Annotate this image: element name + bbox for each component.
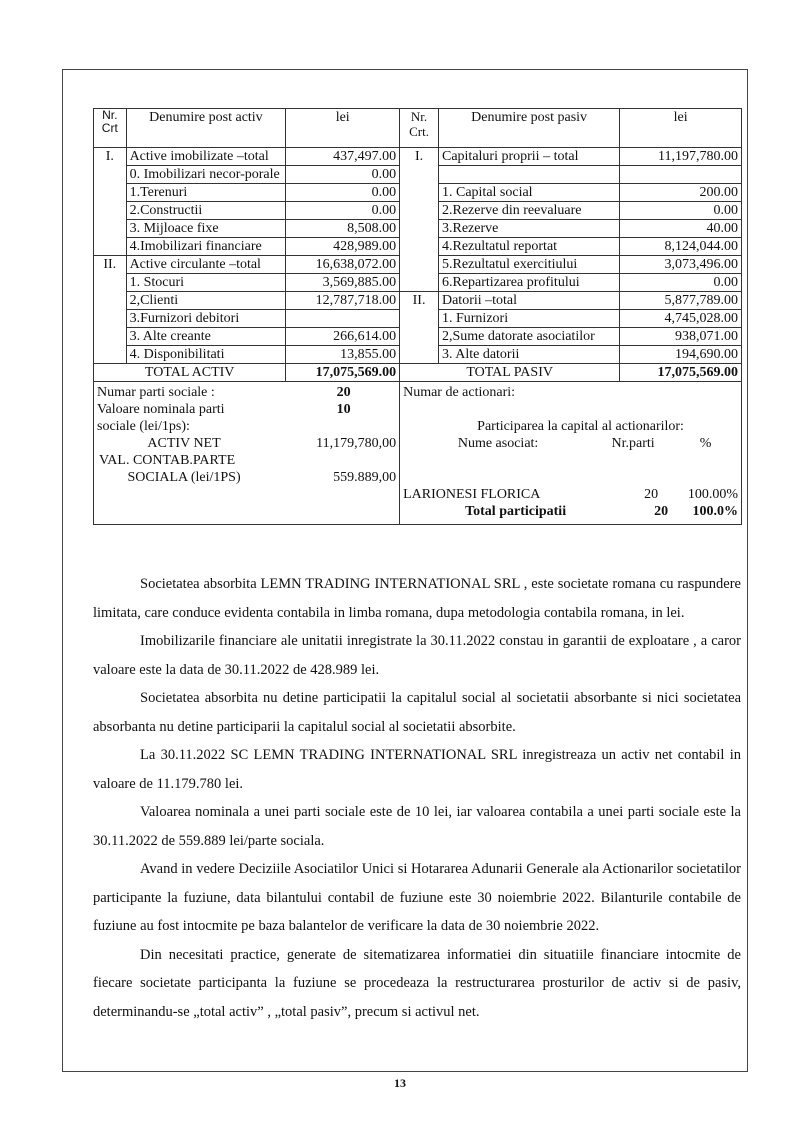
row-denumire-activ: Active imobilizate –total <box>126 148 286 166</box>
row-lei-pasiv: 0.00 <box>620 274 742 292</box>
row-lei-activ: 13,855.00 <box>286 346 400 364</box>
row-denumire-activ: 1. Stocuri <box>126 274 286 292</box>
row-denumire-activ: Active circulante –total <box>126 256 286 274</box>
total-activ-label: TOTAL ACTIV <box>94 364 286 382</box>
table-row <box>94 148 742 166</box>
total-participatii-row <box>403 503 738 520</box>
table-row <box>94 184 742 202</box>
row-denumire-activ: 0. Imobilizari necor-porale <box>126 166 286 184</box>
row-lei-pasiv: 194,690.00 <box>620 346 742 364</box>
row-lei-pasiv: 0.00 <box>620 202 742 220</box>
row-lei-pasiv: 8,124,044.00 <box>620 238 742 256</box>
row-nr-activ <box>94 166 127 184</box>
header-denumire-activ: Denumire post activ <box>126 109 286 148</box>
paragraph: Societatea absorbita nu detine participatii la capitalul social al societatii absorbante si nici societatea absorbanta nu detine participarii la capitalul social al societatii absorbite. <box>93 690 741 735</box>
col-nume-header: Nume asociat: <box>457 436 539 451</box>
total-pasiv-label: TOTAL PASIV <box>400 364 620 382</box>
row-nr-pasiv: I. <box>400 148 439 166</box>
row-nr-pasiv <box>400 256 439 274</box>
row-lei-activ: 0.00 <box>286 184 400 202</box>
activ-net-label: ACTIV NET <box>147 436 221 451</box>
numar-actionari-label: Numar de actionari: <box>403 385 516 400</box>
row-lei-pasiv: 200.00 <box>620 184 742 202</box>
row-denumire-pasiv: 3.Rezerve <box>438 220 619 238</box>
shareholder-row <box>403 486 738 503</box>
row-nr-activ <box>94 328 127 346</box>
row-nr-activ: I. <box>94 148 127 166</box>
page-number: 13 <box>394 1076 406 1090</box>
row-lei-activ: 8,508.00 <box>286 220 400 238</box>
row-nr-activ <box>94 292 127 310</box>
row-nr-pasiv <box>400 328 439 346</box>
col-nr-parti-header: Nr.parti <box>611 436 655 451</box>
paragraph: La 30.11.2022 SC LEMN TRADING INTERNATIONAL SRL inregistreaza un activ net contabil in valoare de 11.179.780 lei. <box>93 747 741 792</box>
row-denumire-activ: 4. Disponibilitati <box>126 346 286 364</box>
row-nr-activ <box>94 220 127 238</box>
row-nr-pasiv <box>400 274 439 292</box>
header-lei-activ: lei <box>286 109 400 148</box>
footer-row <box>94 382 742 525</box>
total-participatii-parts: 20 <box>654 504 669 519</box>
total-participatii-label: Total participatii <box>465 504 567 519</box>
row-lei-pasiv: 938,071.00 <box>620 328 742 346</box>
paragraph: Din necesitati practice, generate de sitematizarea informatiei din situatiile financiare intocmite de fiecare societate participanta la fuziune se procedeaza la restructurarea prosturilor de activ si de pasiv, determinandu-se „total activ” , „total pasiv”, precum si activul net. <box>93 946 741 1020</box>
paragraph: Imobilizarile financiare ale unitatii inregistrate la 30.11.2022 constau in garantii de exploatare , a caror valoare este la data de 30.11.2022 de 428.989 lei. <box>93 633 741 678</box>
row-denumire-activ: 4.Imobilizari financiare <box>126 238 286 256</box>
row-nr-pasiv <box>400 346 439 364</box>
row-denumire-activ: 2,Clienti <box>126 292 286 310</box>
val-contab-label-1: VAL. CONTAB.PARTE <box>99 453 236 468</box>
table-row <box>94 328 742 346</box>
row-denumire-pasiv: Datorii –total <box>438 292 619 310</box>
row-lei-activ: 0.00 <box>286 166 400 184</box>
row-lei-activ: 266,614.00 <box>286 328 400 346</box>
table-row <box>94 166 742 184</box>
row-nr-activ <box>94 202 127 220</box>
col-pct-header: % <box>699 436 712 451</box>
row-lei-activ: 437,497.00 <box>286 148 400 166</box>
table-row <box>94 256 742 274</box>
row-lei-activ: 3,569,885.00 <box>286 274 400 292</box>
val-contab-value: 559.889,00 <box>333 470 397 485</box>
table-row <box>94 220 742 238</box>
balance-sheet-table <box>93 108 742 525</box>
row-nr-pasiv <box>400 166 439 184</box>
paragraph: Societatea absorbita LEMN TRADING INTERNATIONAL SRL , este societate romana cu raspundere limitata, care conduce evidenta contabila in limba romana, dupa metodologia contabila romana, in lei. <box>93 576 741 621</box>
activ-net-value: 11,179,780,00 <box>316 436 397 451</box>
row-lei-activ: 12,787,718.00 <box>286 292 400 310</box>
row-denumire-pasiv: 1. Capital social <box>438 184 619 202</box>
table-row <box>94 238 742 256</box>
shareholder-parts: 20 <box>644 487 659 502</box>
row-lei-pasiv: 3,073,496.00 <box>620 256 742 274</box>
row-nr-pasiv <box>400 202 439 220</box>
header-nr-pasiv: Nr. Crt. <box>400 109 439 148</box>
header-nr-activ: Nr. Crt <box>94 109 127 148</box>
row-nr-activ <box>94 310 127 328</box>
body-text <box>93 570 741 1026</box>
val-contab-label-2: SOCIALA (lei/1PS) <box>127 470 241 485</box>
row-nr-activ <box>94 184 127 202</box>
row-denumire-pasiv: Capitaluri proprii – total <box>438 148 619 166</box>
table-row <box>94 274 742 292</box>
table-row <box>94 346 742 364</box>
totals-row <box>94 364 742 382</box>
row-lei-pasiv: 40.00 <box>620 220 742 238</box>
row-denumire-pasiv: 2.Rezerve din reevaluare <box>438 202 619 220</box>
row-nr-pasiv <box>400 220 439 238</box>
total-participatii-pct: 100.0% <box>692 504 738 519</box>
row-nr-activ <box>94 238 127 256</box>
row-lei-activ <box>286 310 400 328</box>
table-header-row <box>94 109 742 148</box>
row-nr-pasiv <box>400 184 439 202</box>
row-denumire-pasiv: 5.Rezultatul exercitiului <box>438 256 619 274</box>
paragraph: Valoarea nominala a unei parti sociale este de 10 lei, iar valoarea contabila a unei parti sociale este la 30.11.2022 de 559.889 lei/parte sociala. <box>93 804 741 849</box>
numar-parti-value: 20 <box>336 385 351 400</box>
row-nr-activ: II. <box>94 256 127 274</box>
row-nr-activ <box>94 346 127 364</box>
row-lei-activ: 428,989.00 <box>286 238 400 256</box>
row-denumire-pasiv: 1. Furnizori <box>438 310 619 328</box>
row-denumire-activ: 3. Alte creante <box>126 328 286 346</box>
row-nr-pasiv: II. <box>400 292 439 310</box>
row-lei-activ: 0.00 <box>286 202 400 220</box>
table-row <box>94 202 742 220</box>
row-nr-activ <box>94 274 127 292</box>
row-lei-pasiv: 4,745,028.00 <box>620 310 742 328</box>
shareholder-name: LARIONESI FLORICA <box>403 487 541 502</box>
row-denumire-pasiv: 6.Repartizarea profitului <box>438 274 619 292</box>
row-denumire-activ: 2.Constructii <box>126 202 286 220</box>
paragraph: Avand in vedere Deciziile Asociatilor Unici si Hotararea Adunarii Generale ala Actionarilor societatilor participante la fuziune, data bilantului contabil de fuziune este 30 noiembrie 2022. Bilanturile contabile de fuziune au fost intocmite pe baza balantelor de verificare la data de 30 noiembrie 2022. <box>93 861 741 934</box>
numar-parti-label: Numar parti sociale : <box>97 385 215 400</box>
total-pasiv-value: 17,075,569.00 <box>620 364 742 382</box>
row-denumire-activ: 3.Furnizori debitori <box>126 310 286 328</box>
row-denumire-pasiv: 3. Alte datorii <box>438 346 619 364</box>
table-row <box>94 310 742 328</box>
row-lei-pasiv: 11,197,780.00 <box>620 148 742 166</box>
row-denumire-activ: 1.Terenuri <box>126 184 286 202</box>
shareholders-section <box>400 382 742 525</box>
row-nr-pasiv <box>400 310 439 328</box>
table-row <box>94 292 742 310</box>
social-parts-summary <box>94 382 400 525</box>
row-lei-pasiv: 5,877,789.00 <box>620 292 742 310</box>
valoare-nominala-value: 10 <box>336 402 351 417</box>
row-denumire-pasiv <box>438 166 619 184</box>
shareholder-pct: 100.00% <box>687 487 738 502</box>
header-lei-pasiv: lei <box>620 109 742 148</box>
participare-title: Participarea la capital al actionarilor: <box>477 419 684 434</box>
valoare-nominala-label: Valoare nominala parti sociale (lei/1ps): <box>97 402 225 434</box>
row-nr-pasiv <box>400 238 439 256</box>
row-lei-pasiv <box>620 166 742 184</box>
row-denumire-pasiv: 2,Sume datorate asociatilor <box>438 328 619 346</box>
row-denumire-pasiv: 4.Rezultatul reportat <box>438 238 619 256</box>
row-lei-activ: 16,638,072.00 <box>286 256 400 274</box>
row-denumire-activ: 3. Mijloace fixe <box>126 220 286 238</box>
total-activ-value: 17,075,569.00 <box>286 364 400 382</box>
header-denumire-pasiv: Denumire post pasiv <box>438 109 619 148</box>
